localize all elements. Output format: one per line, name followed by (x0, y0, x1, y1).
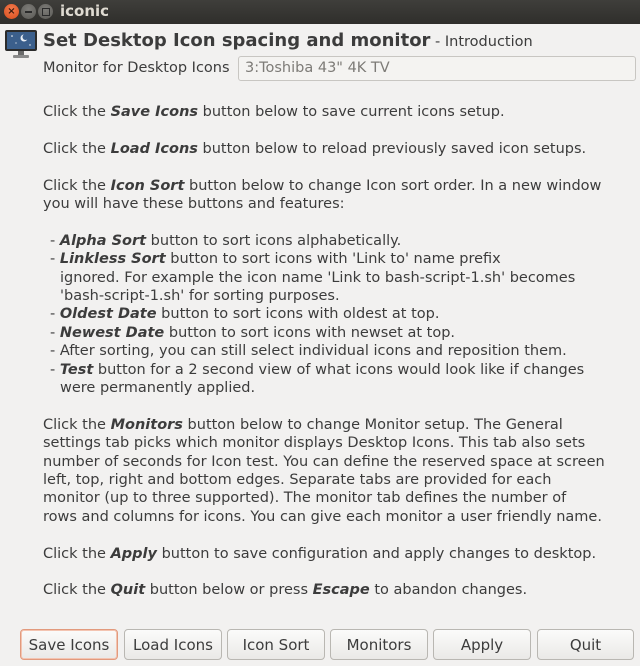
page-heading (43, 30, 533, 51)
maximize-icon (42, 8, 50, 16)
instructions (43, 103, 623, 600)
list-item: - Oldest Date button to sort icons with oldest at top. (50, 306, 440, 323)
minimize-window-button[interactable] (21, 4, 36, 19)
icon-sort-button[interactable]: Icon Sort (227, 629, 325, 660)
page-title: Set Desktop Icon spacing and monitor (43, 30, 431, 51)
monitor-label: Monitor for Desktop Icons (43, 60, 230, 76)
list-item: - Newest Date button to sort icons with newset at top. (50, 324, 456, 341)
monitors-button[interactable]: Monitors (330, 629, 428, 660)
list-item-cont: 'bash-script-1.sh' for sorting purposes. (60, 288, 340, 305)
close-icon: × (7, 5, 16, 17)
page-subtitle: - Introduction (430, 34, 533, 50)
quit-paragraph: Click the Quit button below or press Escape to abandon changes. (43, 582, 528, 599)
maximize-window-button[interactable] (38, 4, 53, 19)
list-item: - Test button for a 2 second view of what icons would look like if changes (50, 361, 585, 378)
list-item: - Alpha Sort button to sort icons alphabetically. (50, 232, 402, 249)
sort-feature-list (43, 232, 623, 398)
monitors-paragraph: Click the Monitors button below to change Monitor setup. The General (43, 416, 563, 433)
desktop-monitor-icon (4, 29, 38, 59)
icon-sort-paragraph-cont: you will have these buttons and features: (43, 196, 345, 212)
list-item-cont: ignored. For example the icon name 'Link to bash-script-1.sh' becomes (60, 269, 576, 286)
title-bar (0, 0, 640, 24)
save-icons-paragraph: Click the Save Icons button below to save current icons setup. (43, 104, 505, 120)
monitors-paragraph-cont: left, top, right and bottom edges. Separate tabs are provided for each (43, 472, 552, 489)
monitor-field[interactable]: 3:Toshiba 43" 4K TV (238, 56, 636, 81)
close-window-button[interactable] (4, 4, 19, 19)
monitors-paragraph-cont: rows and columns for icons. You can give each monitor a user friendly name. (43, 508, 602, 525)
apply-button[interactable]: Apply (433, 629, 531, 660)
apply-paragraph: Click the Apply button to save configuration and apply changes to desktop. (43, 545, 597, 562)
load-icons-paragraph: Click the Load Icons button below to reload previously saved icon setups. (43, 140, 587, 157)
list-item: - Linkless Sort button to sort icons with 'Link to' name prefix (50, 251, 501, 268)
save-icons-button[interactable]: Save Icons (20, 629, 118, 660)
monitors-paragraph-cont: settings tab picks which monitor displays Desktop Icons. This tab also sets (43, 435, 586, 452)
quit-button[interactable]: Quit (537, 629, 634, 660)
list-item-cont: were permanently applied. (60, 380, 256, 397)
monitors-paragraph-cont: monitor (up to three supported). The monitor tab defines the number of (43, 490, 567, 507)
monitors-paragraph-cont: number of seconds for Icon test. You can define the reserved space at screen (43, 453, 605, 470)
icon-sort-paragraph: Click the Icon Sort button below to change Icon sort order. In a new window (43, 177, 602, 194)
minimize-icon (25, 11, 32, 13)
window-title: iconic (60, 2, 110, 20)
list-item: - After sorting, you can still select individual icons and reposition them. (50, 343, 567, 360)
load-icons-button[interactable]: Load Icons (124, 629, 222, 660)
